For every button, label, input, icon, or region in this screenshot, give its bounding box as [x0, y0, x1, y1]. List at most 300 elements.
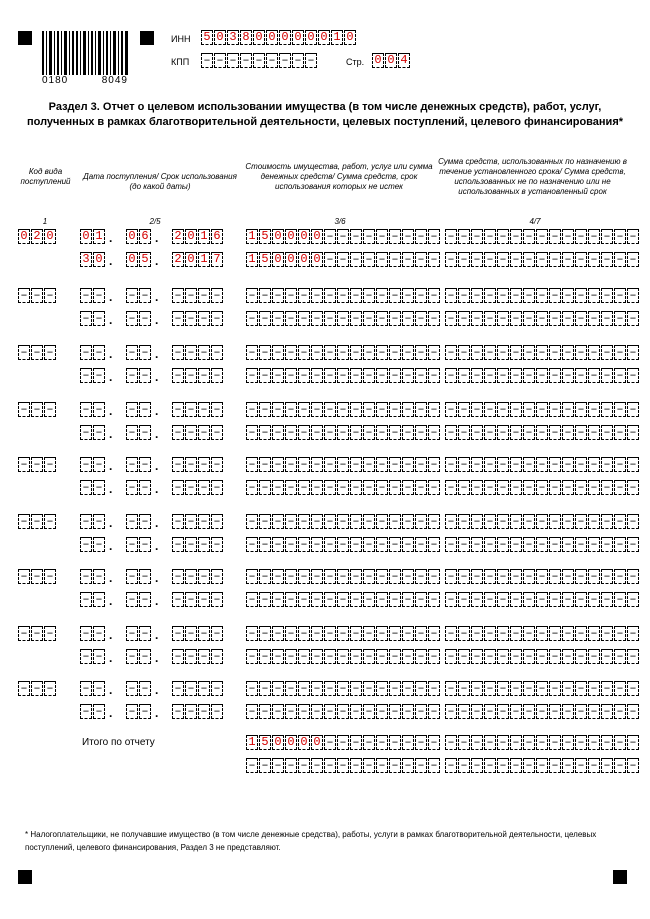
input-cell[interactable]	[484, 229, 496, 244]
input-cell[interactable]	[627, 368, 639, 383]
input-cell[interactable]	[285, 480, 297, 495]
input-cell[interactable]	[139, 402, 151, 417]
input-cell[interactable]	[201, 53, 213, 68]
input-cell[interactable]: 1	[198, 252, 210, 267]
input-cell[interactable]	[484, 626, 496, 641]
input-cell[interactable]	[575, 758, 587, 773]
input-cell[interactable]	[627, 681, 639, 696]
input-cell[interactable]	[402, 402, 414, 417]
input-cell[interactable]	[285, 345, 297, 360]
input-cell[interactable]	[376, 735, 388, 750]
input-cell[interactable]	[246, 758, 258, 773]
total-amount2-field[interactable]	[246, 758, 441, 773]
input-cell[interactable]	[588, 229, 600, 244]
input-cell[interactable]	[445, 229, 457, 244]
input-cell[interactable]	[601, 626, 613, 641]
input-cell[interactable]	[139, 368, 151, 383]
row-date1-year[interactable]	[172, 514, 224, 529]
input-cell[interactable]	[363, 345, 375, 360]
input-cell[interactable]	[575, 425, 587, 440]
input-cell[interactable]	[389, 480, 401, 495]
input-cell[interactable]: 3	[80, 252, 92, 267]
input-cell[interactable]	[536, 288, 548, 303]
input-cell[interactable]	[337, 592, 349, 607]
input-cell[interactable]	[484, 425, 496, 440]
input-cell[interactable]	[428, 592, 440, 607]
input-cell[interactable]	[402, 288, 414, 303]
input-cell[interactable]	[80, 402, 92, 417]
input-cell[interactable]	[185, 569, 197, 584]
input-cell[interactable]	[298, 569, 310, 584]
input-cell[interactable]	[562, 229, 574, 244]
input-cell[interactable]	[44, 345, 56, 360]
input-cell[interactable]	[484, 252, 496, 267]
input-cell[interactable]	[471, 480, 483, 495]
input-cell[interactable]	[376, 402, 388, 417]
input-cell[interactable]	[575, 311, 587, 326]
input-cell[interactable]	[402, 514, 414, 529]
input-cell[interactable]	[246, 514, 258, 529]
input-cell[interactable]	[614, 311, 626, 326]
input-cell[interactable]	[445, 735, 457, 750]
input-cell[interactable]	[93, 704, 105, 719]
input-cell[interactable]	[402, 735, 414, 750]
input-cell[interactable]: 7	[211, 252, 223, 267]
input-cell[interactable]	[285, 457, 297, 472]
input-cell[interactable]	[376, 480, 388, 495]
input-cell[interactable]	[575, 345, 587, 360]
input-cell[interactable]	[214, 53, 226, 68]
row-amount2-field[interactable]	[246, 252, 441, 267]
input-cell[interactable]	[402, 649, 414, 664]
input-cell[interactable]	[253, 53, 265, 68]
input-cell[interactable]	[172, 626, 184, 641]
input-cell[interactable]	[311, 425, 323, 440]
input-cell[interactable]	[285, 368, 297, 383]
input-cell[interactable]	[139, 592, 151, 607]
row-amount1-field[interactable]	[246, 626, 441, 641]
input-cell[interactable]	[337, 252, 349, 267]
input-cell[interactable]	[471, 537, 483, 552]
input-cell[interactable]	[575, 229, 587, 244]
input-cell[interactable]	[80, 569, 92, 584]
input-cell[interactable]	[562, 681, 574, 696]
row-date1-month[interactable]	[126, 229, 152, 244]
input-cell[interactable]	[458, 425, 470, 440]
input-cell[interactable]	[126, 402, 138, 417]
input-cell[interactable]	[471, 569, 483, 584]
input-cell[interactable]	[497, 425, 509, 440]
input-cell[interactable]	[246, 480, 258, 495]
input-cell[interactable]	[549, 311, 561, 326]
input-cell[interactable]: 5	[259, 735, 271, 750]
row-code-field[interactable]	[18, 457, 57, 472]
input-cell[interactable]	[324, 537, 336, 552]
input-cell[interactable]	[549, 425, 561, 440]
input-cell[interactable]	[614, 704, 626, 719]
input-cell[interactable]	[510, 758, 522, 773]
row-used1-field[interactable]	[445, 288, 640, 303]
input-cell[interactable]	[562, 425, 574, 440]
input-cell[interactable]	[126, 704, 138, 719]
input-cell[interactable]	[126, 681, 138, 696]
input-cell[interactable]	[285, 514, 297, 529]
input-cell[interactable]	[523, 368, 535, 383]
total-amount-field[interactable]	[246, 735, 441, 750]
row-used1-field[interactable]	[445, 569, 640, 584]
input-cell[interactable]	[445, 537, 457, 552]
input-cell[interactable]: 0	[93, 252, 105, 267]
input-cell[interactable]	[601, 311, 613, 326]
input-cell[interactable]	[337, 402, 349, 417]
input-cell[interactable]	[549, 649, 561, 664]
input-cell[interactable]	[44, 457, 56, 472]
input-cell[interactable]	[484, 402, 496, 417]
input-cell[interactable]	[259, 681, 271, 696]
input-cell[interactable]	[471, 704, 483, 719]
input-cell[interactable]	[198, 457, 210, 472]
input-cell[interactable]	[172, 288, 184, 303]
input-cell[interactable]	[350, 288, 362, 303]
input-cell[interactable]	[18, 626, 30, 641]
input-cell[interactable]	[389, 514, 401, 529]
row-date1-year[interactable]	[172, 681, 224, 696]
kpp-field[interactable]	[201, 53, 318, 68]
input-cell[interactable]	[536, 537, 548, 552]
input-cell[interactable]	[562, 368, 574, 383]
input-cell[interactable]	[363, 537, 375, 552]
row-code-field[interactable]	[18, 288, 57, 303]
input-cell[interactable]	[93, 537, 105, 552]
input-cell[interactable]	[259, 345, 271, 360]
input-cell[interactable]	[402, 681, 414, 696]
input-cell[interactable]	[627, 626, 639, 641]
input-cell[interactable]	[510, 311, 522, 326]
row-used2-field[interactable]	[445, 311, 640, 326]
input-cell[interactable]	[627, 649, 639, 664]
input-cell[interactable]	[337, 345, 349, 360]
input-cell[interactable]	[363, 758, 375, 773]
input-cell[interactable]	[211, 368, 223, 383]
input-cell[interactable]	[484, 480, 496, 495]
input-cell[interactable]	[389, 592, 401, 607]
input-cell[interactable]	[575, 288, 587, 303]
input-cell[interactable]	[402, 425, 414, 440]
input-cell[interactable]	[126, 626, 138, 641]
input-cell[interactable]	[601, 514, 613, 529]
input-cell[interactable]	[311, 681, 323, 696]
input-cell[interactable]	[272, 402, 284, 417]
input-cell[interactable]	[575, 537, 587, 552]
input-cell[interactable]	[575, 704, 587, 719]
input-cell[interactable]	[549, 704, 561, 719]
input-cell[interactable]	[588, 514, 600, 529]
input-cell[interactable]	[445, 311, 457, 326]
input-cell[interactable]	[389, 537, 401, 552]
input-cell[interactable]	[272, 480, 284, 495]
row-amount1-field[interactable]	[246, 457, 441, 472]
input-cell[interactable]	[350, 681, 362, 696]
input-cell[interactable]	[246, 311, 258, 326]
row-date2-year[interactable]	[172, 252, 224, 267]
input-cell[interactable]	[44, 681, 56, 696]
input-cell[interactable]	[497, 592, 509, 607]
row-amount2-field[interactable]	[246, 368, 441, 383]
input-cell[interactable]	[31, 345, 43, 360]
input-cell[interactable]	[601, 229, 613, 244]
input-cell[interactable]	[575, 514, 587, 529]
row-date2-day[interactable]	[80, 537, 106, 552]
input-cell[interactable]	[126, 288, 138, 303]
input-cell[interactable]	[376, 649, 388, 664]
input-cell[interactable]	[272, 288, 284, 303]
row-date2-day[interactable]	[80, 480, 106, 495]
input-cell[interactable]	[471, 425, 483, 440]
input-cell[interactable]	[185, 681, 197, 696]
input-cell[interactable]	[588, 735, 600, 750]
input-cell[interactable]	[601, 592, 613, 607]
input-cell[interactable]: 0	[305, 30, 317, 45]
input-cell[interactable]	[614, 345, 626, 360]
input-cell[interactable]	[139, 311, 151, 326]
input-cell[interactable]	[376, 425, 388, 440]
input-cell[interactable]	[324, 649, 336, 664]
input-cell[interactable]	[588, 626, 600, 641]
input-cell[interactable]	[266, 53, 278, 68]
input-cell[interactable]	[588, 704, 600, 719]
input-cell[interactable]	[497, 252, 509, 267]
input-cell[interactable]	[259, 457, 271, 472]
input-cell[interactable]	[549, 626, 561, 641]
input-cell[interactable]	[44, 288, 56, 303]
input-cell[interactable]	[246, 457, 258, 472]
input-cell[interactable]	[350, 252, 362, 267]
row-date2-month[interactable]	[126, 537, 152, 552]
row-used1-field[interactable]	[445, 626, 640, 641]
input-cell[interactable]	[458, 681, 470, 696]
input-cell[interactable]	[337, 569, 349, 584]
input-cell[interactable]	[285, 758, 297, 773]
input-cell[interactable]	[627, 735, 639, 750]
input-cell[interactable]	[311, 649, 323, 664]
input-cell[interactable]	[484, 311, 496, 326]
input-cell[interactable]	[601, 735, 613, 750]
input-cell[interactable]	[363, 735, 375, 750]
input-cell[interactable]	[549, 480, 561, 495]
input-cell[interactable]	[601, 457, 613, 472]
input-cell[interactable]	[575, 252, 587, 267]
input-cell[interactable]	[363, 311, 375, 326]
input-cell[interactable]	[298, 626, 310, 641]
input-cell[interactable]	[198, 288, 210, 303]
input-cell[interactable]	[350, 704, 362, 719]
input-cell[interactable]	[272, 758, 284, 773]
input-cell[interactable]	[445, 626, 457, 641]
input-cell[interactable]	[298, 425, 310, 440]
input-cell[interactable]	[614, 537, 626, 552]
input-cell[interactable]	[428, 626, 440, 641]
input-cell[interactable]	[497, 735, 509, 750]
input-cell[interactable]	[80, 704, 92, 719]
row-amount1-field[interactable]	[246, 514, 441, 529]
input-cell[interactable]	[601, 480, 613, 495]
input-cell[interactable]	[471, 758, 483, 773]
row-date1-day[interactable]	[80, 288, 106, 303]
input-cell[interactable]	[198, 345, 210, 360]
input-cell[interactable]: 0	[272, 229, 284, 244]
row-code-field[interactable]	[18, 514, 57, 529]
row-used2-field[interactable]	[445, 252, 640, 267]
row-date1-year[interactable]	[172, 569, 224, 584]
input-cell[interactable]	[428, 514, 440, 529]
input-cell[interactable]	[185, 649, 197, 664]
input-cell[interactable]	[389, 569, 401, 584]
input-cell[interactable]	[272, 681, 284, 696]
input-cell[interactable]	[324, 288, 336, 303]
input-cell[interactable]	[31, 288, 43, 303]
row-amount2-field[interactable]	[246, 592, 441, 607]
input-cell[interactable]	[562, 758, 574, 773]
input-cell[interactable]	[445, 704, 457, 719]
page-number-field[interactable]	[372, 53, 411, 68]
row-date1-month[interactable]	[126, 514, 152, 529]
input-cell[interactable]	[523, 480, 535, 495]
input-cell[interactable]	[445, 345, 457, 360]
input-cell[interactable]	[402, 480, 414, 495]
input-cell[interactable]	[471, 311, 483, 326]
input-cell[interactable]	[376, 252, 388, 267]
input-cell[interactable]	[536, 252, 548, 267]
input-cell[interactable]	[471, 229, 483, 244]
input-cell[interactable]	[139, 681, 151, 696]
input-cell[interactable]	[211, 288, 223, 303]
input-cell[interactable]	[139, 569, 151, 584]
input-cell[interactable]	[324, 681, 336, 696]
input-cell[interactable]	[510, 514, 522, 529]
input-cell[interactable]	[536, 457, 548, 472]
input-cell[interactable]	[198, 681, 210, 696]
input-cell[interactable]	[311, 311, 323, 326]
input-cell[interactable]	[389, 311, 401, 326]
input-cell[interactable]	[484, 681, 496, 696]
input-cell[interactable]	[614, 402, 626, 417]
input-cell[interactable]	[363, 592, 375, 607]
input-cell[interactable]	[536, 229, 548, 244]
input-cell[interactable]	[549, 288, 561, 303]
input-cell[interactable]	[588, 311, 600, 326]
input-cell[interactable]	[471, 735, 483, 750]
row-date2-month[interactable]	[126, 649, 152, 664]
input-cell[interactable]	[549, 735, 561, 750]
input-cell[interactable]	[259, 288, 271, 303]
input-cell[interactable]	[31, 626, 43, 641]
input-cell[interactable]	[185, 592, 197, 607]
input-cell[interactable]	[18, 514, 30, 529]
row-date1-month[interactable]	[126, 681, 152, 696]
input-cell[interactable]: 2	[172, 229, 184, 244]
input-cell[interactable]: 0	[311, 735, 323, 750]
input-cell[interactable]	[389, 626, 401, 641]
input-cell[interactable]	[172, 592, 184, 607]
input-cell[interactable]	[484, 514, 496, 529]
input-cell[interactable]	[126, 345, 138, 360]
input-cell[interactable]	[337, 368, 349, 383]
input-cell[interactable]	[172, 681, 184, 696]
row-date1-day[interactable]	[80, 229, 106, 244]
input-cell[interactable]	[536, 402, 548, 417]
input-cell[interactable]	[126, 368, 138, 383]
input-cell[interactable]	[415, 480, 427, 495]
input-cell[interactable]	[211, 626, 223, 641]
input-cell[interactable]	[415, 368, 427, 383]
row-date2-day[interactable]	[80, 368, 106, 383]
input-cell[interactable]	[44, 569, 56, 584]
input-cell[interactable]	[484, 288, 496, 303]
input-cell[interactable]	[198, 592, 210, 607]
input-cell[interactable]	[575, 592, 587, 607]
row-date2-year[interactable]	[172, 537, 224, 552]
input-cell[interactable]	[80, 288, 92, 303]
input-cell[interactable]	[298, 402, 310, 417]
input-cell[interactable]	[44, 626, 56, 641]
input-cell[interactable]	[324, 425, 336, 440]
input-cell[interactable]	[259, 514, 271, 529]
input-cell[interactable]	[298, 758, 310, 773]
input-cell[interactable]	[259, 569, 271, 584]
input-cell[interactable]: 0	[292, 30, 304, 45]
input-cell[interactable]	[350, 569, 362, 584]
input-cell[interactable]	[126, 649, 138, 664]
row-date1-month[interactable]	[126, 569, 152, 584]
input-cell[interactable]	[44, 402, 56, 417]
row-date2-year[interactable]	[172, 704, 224, 719]
input-cell[interactable]	[185, 537, 197, 552]
row-used1-field[interactable]	[445, 229, 640, 244]
row-date2-year[interactable]	[172, 368, 224, 383]
input-cell[interactable]	[376, 626, 388, 641]
input-cell[interactable]	[549, 758, 561, 773]
row-date2-month[interactable]	[126, 311, 152, 326]
input-cell[interactable]	[497, 704, 509, 719]
input-cell[interactable]	[497, 480, 509, 495]
input-cell[interactable]	[536, 311, 548, 326]
input-cell[interactable]	[471, 514, 483, 529]
row-code-field[interactable]	[18, 345, 57, 360]
input-cell[interactable]	[588, 681, 600, 696]
input-cell[interactable]	[139, 288, 151, 303]
input-cell[interactable]	[350, 345, 362, 360]
input-cell[interactable]: 0	[44, 229, 56, 244]
input-cell[interactable]	[172, 425, 184, 440]
input-cell[interactable]	[80, 649, 92, 664]
input-cell[interactable]	[259, 368, 271, 383]
input-cell[interactable]	[523, 311, 535, 326]
input-cell[interactable]	[311, 758, 323, 773]
input-cell[interactable]	[285, 681, 297, 696]
row-amount2-field[interactable]	[246, 649, 441, 664]
input-cell[interactable]	[428, 288, 440, 303]
input-cell[interactable]	[614, 592, 626, 607]
input-cell[interactable]	[376, 514, 388, 529]
input-cell[interactable]	[510, 649, 522, 664]
input-cell[interactable]	[350, 514, 362, 529]
input-cell[interactable]	[536, 480, 548, 495]
total-used-field[interactable]	[445, 735, 640, 750]
input-cell[interactable]	[337, 649, 349, 664]
input-cell[interactable]	[298, 480, 310, 495]
input-cell[interactable]	[198, 402, 210, 417]
input-cell[interactable]	[458, 649, 470, 664]
